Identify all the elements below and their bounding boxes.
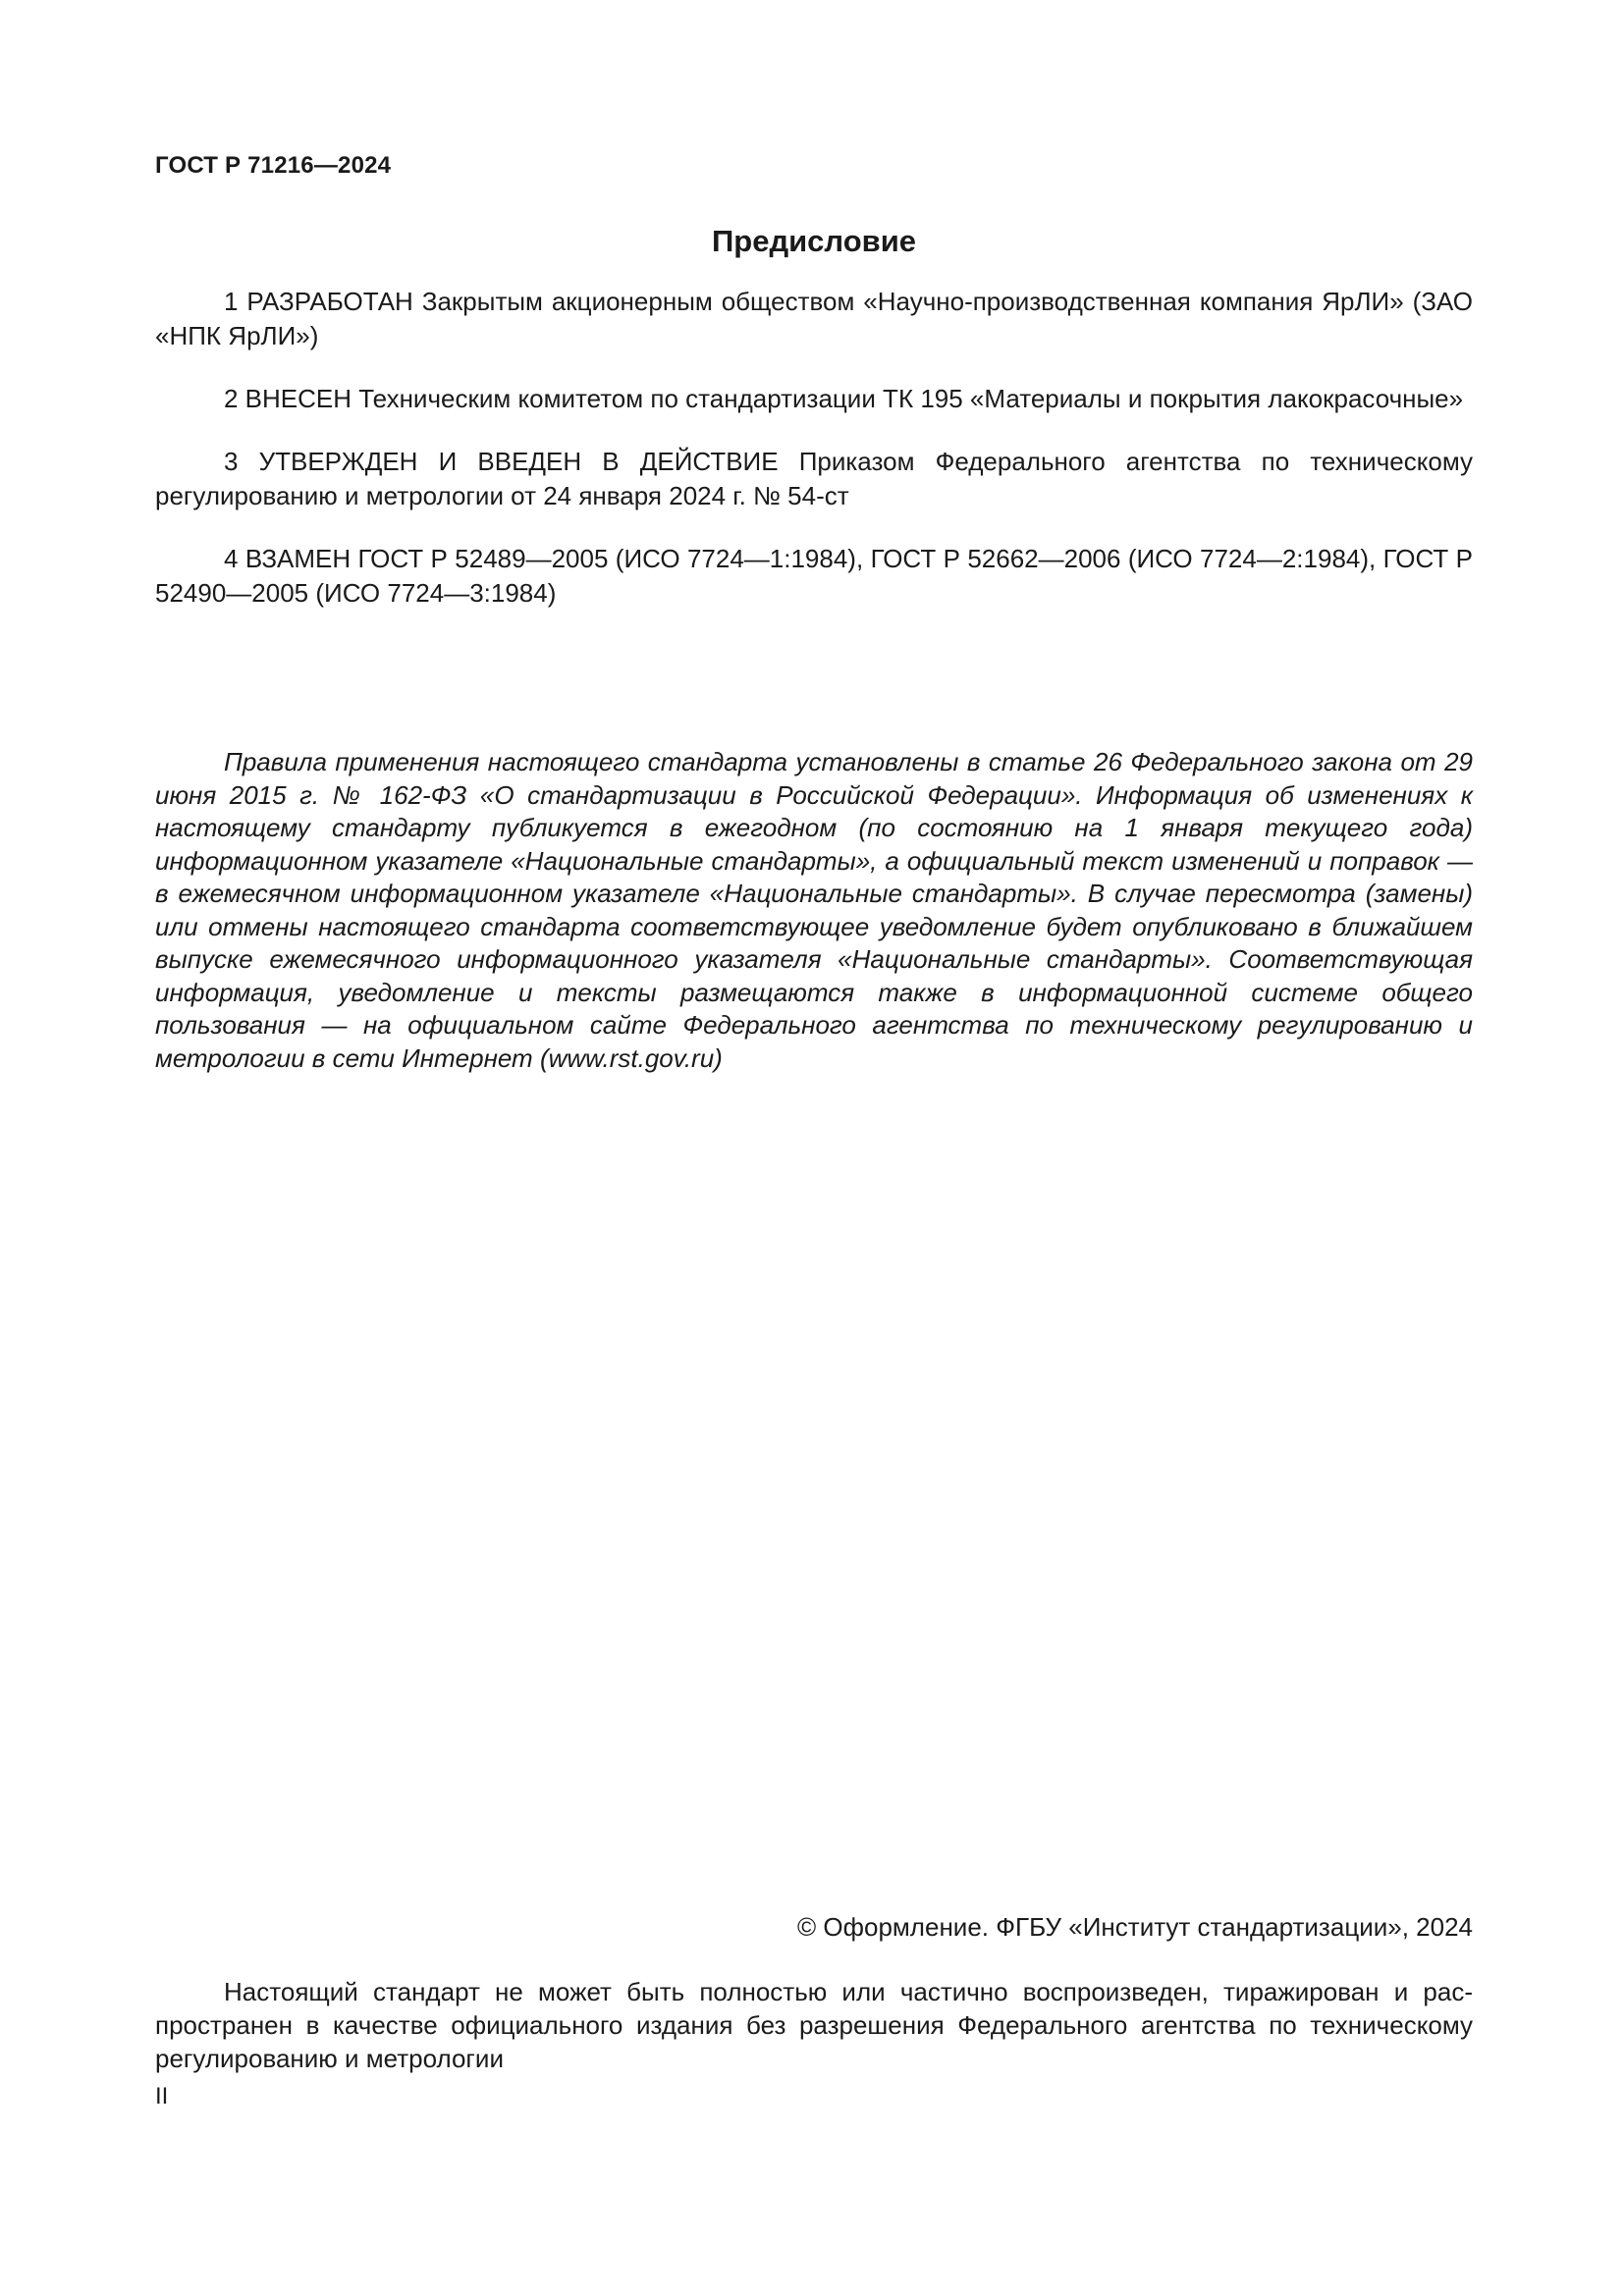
page-number: II — [155, 2083, 169, 2109]
application-rules-notice: Правила применения настоящего стандарта установлены в статье 26 Федерального закона от 29 июня 2015 г. № 162-ФЗ «О стандартизации в Российской Федерации». Информация об изменениях к настоящему стандарту публикуется в ежегодном (по состоянию на 1 января текущего года) информационном указателе «Национальные стандарты», а официальный текст изменений и поправок — в ежемесячном информационном указателе «Национальные стандарты». В случае пересмотра (замены) или отмены настоящего стандарта соответствующее уведомление будет опубликовано в ближайшем выпуске ежемесячного информационного указателя «Национальные стандарты». Соответствующая информация, уведомление и тексты размещаются также в информационной системе общего пользования — на официальном сайте Федерального агентства по техническому регулированию и метрологии в сети Интернет (www.rst.gov.ru) — [155, 747, 1473, 1073]
reproduction-restriction: Настоящий стандарт не может быть полностью или частично воспроизведен, тиражирован и распространен в качестве официального издания без разрешения Федерального агентства по техническому регулированию и метрологии — [155, 1977, 1473, 2073]
preface-item-replaces: 4 ВЗАМЕН ГОСТ Р 52489—2005 (ИСО 7724—1:1984), ГОСТ Р 52662—2006 (ИСО 7724—2:1984), ГОСТ Р 52490—2005 (ИСО 7724—3:1984) — [155, 544, 1473, 608]
preface-items — [155, 285, 1473, 639]
copyright-line: © Оформление. ФГБУ «Институт стандартизации», 2024 — [797, 1912, 1473, 1942]
document-code: ГОСТ Р 71216—2024 — [155, 152, 392, 179]
preface-item-introduced: 2 ВНЕСЕН Техническим комитетом по стандартизации ТК 195 «Материалы и покрытия лакокрасочные» — [224, 384, 1464, 413]
preface-item-developed: 1 РАЗРАБОТАН Закрытым акционерным обществом «Научно-производственная компания ЯрЛИ» (ЗАО «НПК ЯрЛИ») — [155, 287, 1473, 350]
section-title: Предисловие — [711, 224, 916, 258]
preface-item-approved: 3 УТВЕРЖДЕН И ВВЕДЕН В ДЕЙСТВИЕ Приказом Федерального агентства по техническому регулированию и метрологии от 24 января 2024 г. № 54-ст — [155, 447, 1473, 510]
